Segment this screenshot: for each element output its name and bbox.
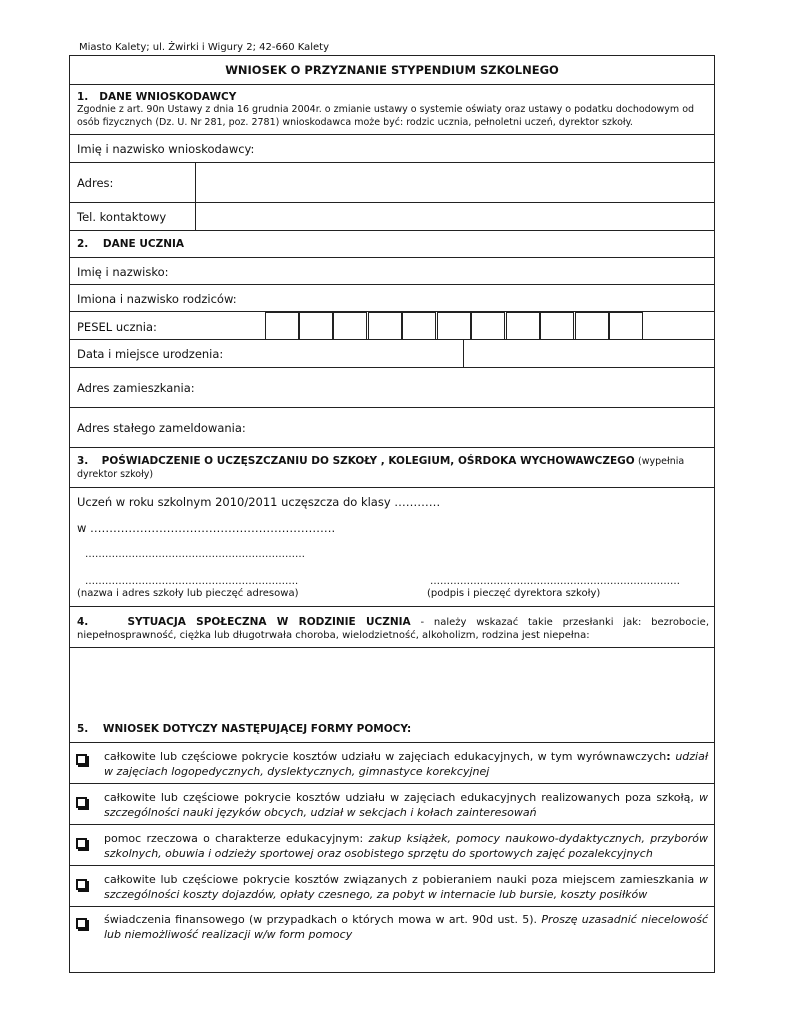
section4-number: 4.: [77, 616, 89, 628]
pesel-digit-box[interactable]: [265, 312, 299, 340]
parents-name-label: Imiona i nazwisko rodziców:: [77, 292, 237, 306]
option-2-label: całkowite lub częściowe pokrycie kosztów udziału w zajęciach edukacyjnych realizowanych poza szkołą,: [104, 791, 694, 804]
pesel-digit-box[interactable]: [437, 312, 471, 340]
section3-note: (wypełnia dyrektor szkoły): [77, 456, 685, 480]
family-situation-field[interactable]: [70, 648, 714, 712]
option-5-text: [104, 912, 708, 942]
section4-heading: [77, 616, 709, 642]
divider: [69, 367, 715, 368]
section2-title: DANE UCZNIA: [102, 238, 185, 250]
signature-caption: (podpis i pieczęć dyrektora szkoły): [427, 588, 601, 599]
pesel-digit-box[interactable]: [540, 312, 574, 340]
school-w-line: w ……………………………………………………….: [77, 521, 336, 535]
section2-number: 2.: [77, 238, 89, 250]
pesel-digit-box[interactable]: [575, 312, 609, 340]
section1-heading: [77, 91, 236, 103]
divider: [69, 84, 715, 85]
option-1-checkbox[interactable]: [76, 754, 87, 765]
option-4-detail: w szczególności koszty dojazdów, opłaty czesnego, za pobyt w internacie lub bursie, koszty posiłków: [104, 873, 708, 901]
section1-title: DANE WNIOSKODAWCY: [99, 91, 237, 103]
section5-heading: [77, 723, 411, 735]
divider: [69, 134, 715, 135]
pesel-digit-box[interactable]: [299, 312, 333, 340]
option-4-text: [104, 872, 708, 902]
option-5-detail: Proszę uzasadnić niecelowość lub niemożliwość realizacji w/w form pomocy: [104, 913, 708, 941]
section4-title: SYTUACJA SPOŁECZNA W RODZINIE UCZNIA: [127, 616, 411, 628]
divider: [69, 487, 715, 488]
birth-place-field[interactable]: [464, 340, 714, 367]
section5-title: WNIOSEK DOTYCZY NASTĘPUJĄCEJ FORMY POMOCY:: [102, 723, 412, 735]
option-4-checkbox[interactable]: [76, 879, 87, 890]
pesel-digit-box[interactable]: [471, 312, 505, 340]
birth-label: Data i miejsce urodzenia:: [77, 347, 224, 361]
divider: [69, 865, 715, 866]
divider: [69, 742, 715, 743]
option-1-label: całkowite lub częściowe pokrycie kosztów udziału w zajęciach edukacyjnych, w tym wyrównawczych: [104, 750, 667, 763]
section3-number: 3.: [77, 455, 89, 467]
section3-title: POŚWIADCZENIE O UCZĘSZCZANIU DO SZKOŁY , KOLEGIUM, OŚRDOKA WYCHOWAWCZEGO: [101, 455, 635, 467]
divider: [69, 257, 715, 258]
divider: [69, 447, 715, 448]
applicant-phone-field[interactable]: [196, 203, 714, 230]
pesel-digit-box[interactable]: [506, 312, 540, 340]
divider: [69, 284, 715, 285]
signature-line: …………………………………………………………………: [430, 576, 680, 587]
applicant-phone-label: Tel. kontaktowy: [77, 210, 167, 224]
school-stamp-line: ……………………………………………………….: [85, 576, 299, 587]
divider: [69, 407, 715, 408]
header-address: Miasto Kalety; ul. Żwirki i Wigury 2; 42-660 Kalety: [79, 42, 330, 53]
option-3-detail: zakup książek, pomocy naukowo-dydaktycznych, przyborów szkolnych, obuwia i odzieży sportowej oraz osobistego sprzętu do sportowych zajęć pozalekcyjnych: [104, 832, 709, 860]
form-title: WNIOSEK O PRZYZNANIE STYPENDIUM SZKOLNEGO: [225, 63, 559, 77]
divider: [69, 230, 715, 231]
option-1-text: [104, 749, 708, 779]
option-3-text: [104, 831, 708, 861]
section1-number: 1.: [77, 91, 89, 103]
option-1-detail: udział w zajęciach logopedycznych, dyslektycznych, gimnastyce korekcyjnej: [104, 750, 708, 778]
pesel-label: PESEL ucznia:: [77, 320, 157, 334]
option-2-checkbox[interactable]: [76, 797, 87, 808]
class-line: Uczeń w roku szkolnym 2010/2011 uczęszcza do klasy …………: [77, 495, 441, 509]
pesel-digit-box[interactable]: [333, 312, 367, 340]
divider: [69, 824, 715, 825]
section4-note: - należy wskazać takie przesłanki jak: bezrobocie, niepełnosprawność, ciężka lub długotrwała choroba, wielodzietność, alkoholizm, rodzina jest niepełna:: [77, 617, 710, 641]
pesel-digit-box[interactable]: [402, 312, 436, 340]
student-name-label: Imię i nazwisko:: [77, 265, 169, 279]
pesel-digit-box[interactable]: [609, 312, 643, 340]
option-3-checkbox[interactable]: [76, 838, 87, 849]
option-2-text: [104, 790, 708, 820]
section2-heading: [77, 238, 184, 250]
divider: [69, 783, 715, 784]
registered-address-label: Adres stałego zameldowania:: [77, 421, 246, 435]
residence-label: Adres zamieszkania:: [77, 381, 195, 395]
applicant-name-label: Imię i nazwisko wnioskodawcy:: [77, 142, 255, 156]
divider: [69, 606, 715, 607]
option-4-label: całkowite lub częściowe pokrycie kosztów związanych z pobieraniem nauki poza miejscem zamieszkania: [104, 873, 695, 886]
school-stamp-caption: (nazwa i adres szkoły lub pieczęć adresowa): [77, 588, 299, 599]
section5-number: 5.: [77, 723, 89, 735]
pesel-digit-box[interactable]: [368, 312, 402, 340]
section3-heading: [77, 455, 711, 481]
section1-note: Zgodnie z art. 90n Ustawy z dnia 16 grudnia 2004r. o zmianie ustawy o systemie oświaty oraz ustawy o podatku dochodowym od osób fizycznych (Dz. U. Nr 281, poz. 2781) wnioskodawca może być: rodzic ucznia, pełnoletni uczeń, dyrektor szkoły.: [77, 104, 695, 128]
option-1-sep: :: [666, 750, 676, 763]
applicant-address-field[interactable]: [196, 163, 714, 202]
option-2-detail: w szczególności nauki języków obcych, udział w sekcjach i kołach zainteresowań: [104, 791, 708, 819]
option-5-checkbox[interactable]: [76, 918, 87, 929]
applicant-address-label: Adres:: [77, 176, 114, 190]
option-3-label: pomoc rzeczowa o charakterze edukacyjnym:: [104, 832, 364, 845]
school-dots-line: …………………………………………………………: [85, 549, 305, 560]
divider: [69, 906, 715, 907]
option-5-label: świadczenia finansowego (w przypadkach o których mowa w art. 90d ust. 5).: [104, 913, 538, 926]
